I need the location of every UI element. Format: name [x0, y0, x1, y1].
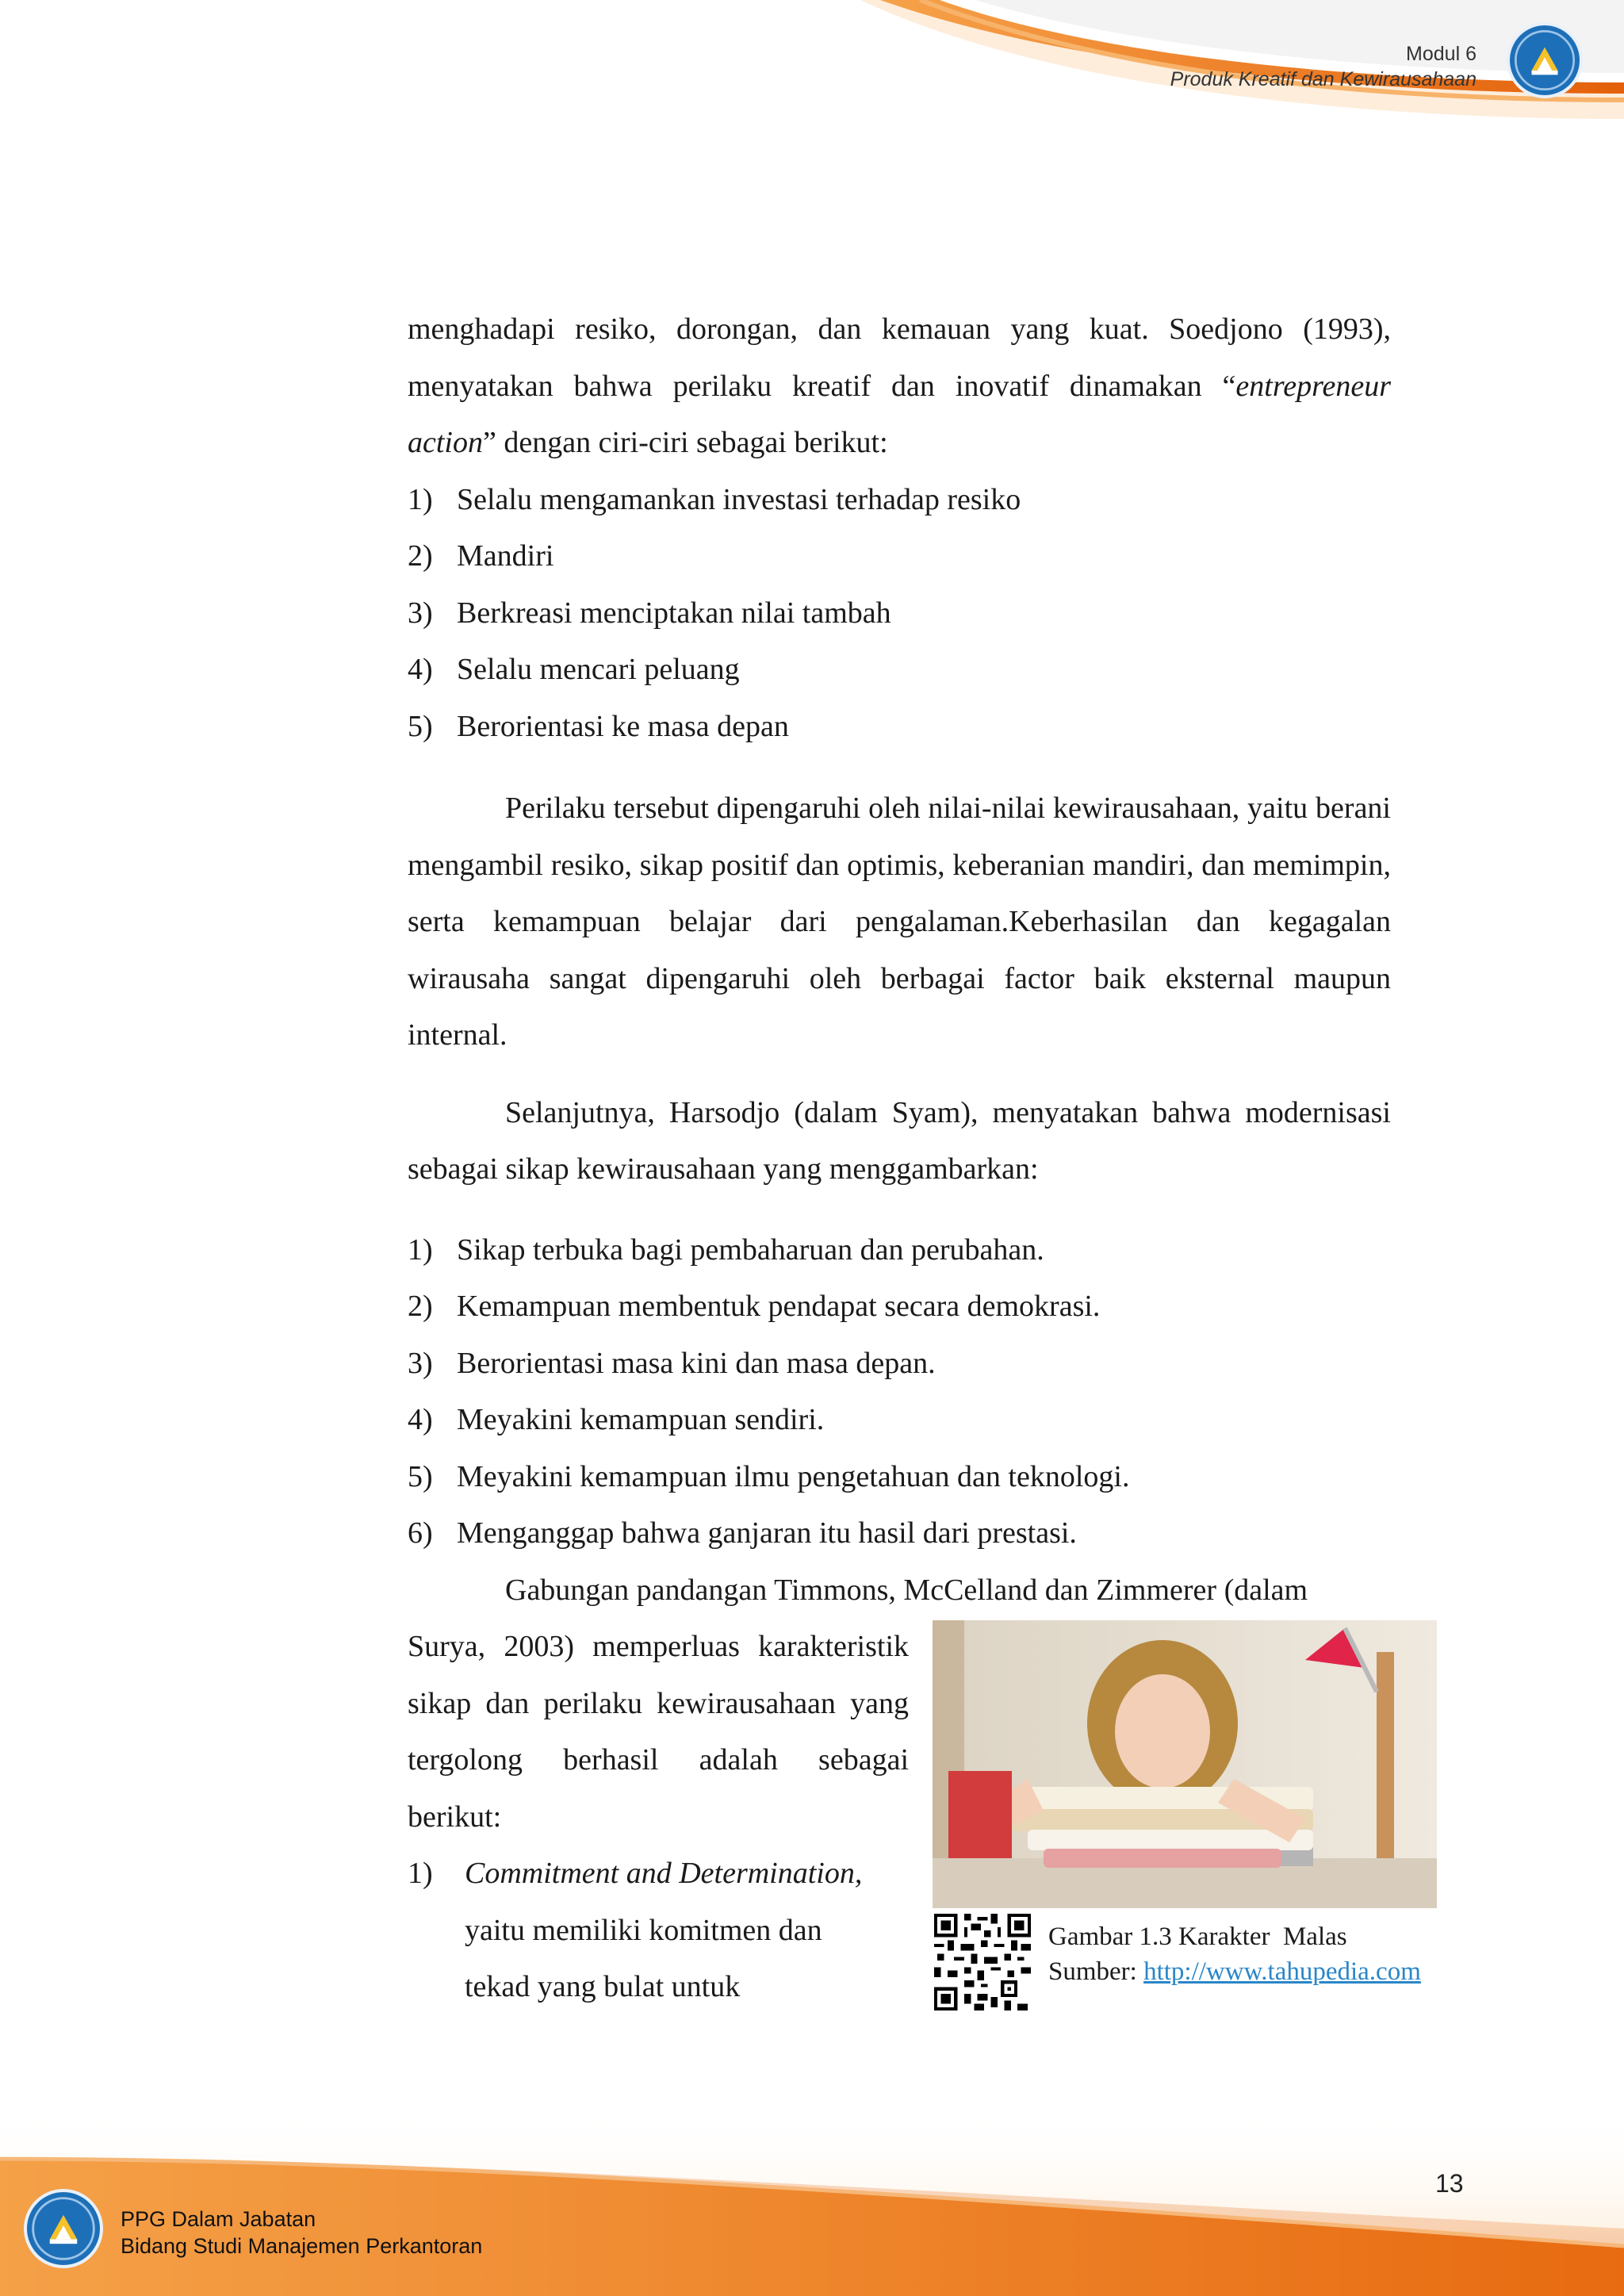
list-item: 5) Berorientasi ke masa depan: [408, 709, 789, 743]
footer-line-2: Bidang Studi Manajemen Perkantoran: [121, 2234, 483, 2258]
paragraph-gabungan-line-1: Gabungan pandangan Timmons, McCelland dan Zimmerer (dalam: [505, 1573, 1308, 1607]
list-item: 4) Selalu mencari peluang: [408, 653, 740, 686]
list-item: 4) Meyakini kemampuan sendiri.: [408, 1403, 825, 1436]
ministry-logo-icon: [1507, 22, 1583, 98]
list-item: 5) Meyakini kemampuan ilmu pengetahuan dan teknologi.: [408, 1459, 1130, 1493]
figure-source: Sumber: http://www.tahupedia.com: [1048, 1957, 1421, 1986]
list-ciri-ciri: [408, 472, 1391, 756]
list-item-commitment: 1) Commitment and Determination, yaitu memiliki komitmen dan tekad yang bulat untuk: [408, 1857, 863, 2003]
footer-wave-decoration: [0, 2110, 1624, 2296]
figure-caption: [1048, 1919, 1421, 1989]
figure-caption-title: Gambar 1.3 Karakter Malas: [1048, 1922, 1347, 1951]
paragraph-nilai-kewirausahaan: Perilaku tersebut dipengaruhi oleh nilai-nilai kewirausahaan, yaitu berani mengambil resiko, sikap positif dan optimis, keberanian mandiri, dan memimpin, serta kemampuan belajar dari pengalaman.Keberhasilan dan kegagalan wirausaha sangat dipengaruhi oleh berbagai factor baik eksternal maupun internal.: [408, 792, 1391, 1052]
figure-source-link[interactable]: http://www.tahupedia.com: [1143, 1957, 1421, 1986]
list-item: 3) Berorientasi masa kini dan masa depan.: [408, 1346, 936, 1380]
commitment-title: Commitment and Determination,: [465, 1857, 863, 1890]
page-number: 13: [1435, 2169, 1464, 2198]
list-item: 6) Menganggap bahwa ganjaran itu hasil dari prestasi.: [408, 1516, 1077, 1550]
paragraph-modernisasi: Selanjutnya, Harsodjo (dalam Syam), menyatakan bahwa modernisasi sebagai sikap kewirausahaan yang menggambarkan:: [408, 1095, 1391, 1186]
intro-line-2-text: menyatakan bahwa perilaku kreatif dan inovatif dinamakan “: [408, 369, 1236, 403]
header-title-block: [1170, 41, 1477, 92]
list-item: 3) Berkreasi menciptakan nilai tambah: [408, 596, 891, 630]
footer-ministry-logo-icon: [24, 2189, 103, 2268]
list-item: 1) Selalu mengamankan investasi terhadap resiko: [408, 482, 1021, 516]
header-module: Modul 6: [1406, 43, 1477, 65]
list-item: 1) Sikap terbuka bagi pembaharuan dan perubahan.: [408, 1232, 1044, 1267]
list-modernisasi: [408, 1222, 1391, 1562]
intro-line-2-italic: entrepreneur: [1235, 369, 1391, 403]
paragraph-gabungan-rest: Surya, 2003) memperluas karakteristik sikap dan perilaku kewirausahaan yang tergolong berhasil adalah sebagai berikut:: [408, 1630, 909, 1834]
footer-line-1: PPG Dalam Jabatan: [121, 2207, 316, 2231]
intro-line-1: menghadapi resiko, dorongan, dan kemauan yang kuat. Soedjono (1993),: [408, 312, 1391, 346]
intro-line-3-italic: action: [408, 426, 483, 459]
intro-line-2: [408, 358, 1391, 416]
list-item: 2) Mandiri: [408, 539, 554, 573]
intro-line-3-text: ” dengan ciri-ciri sebagai berikut:: [482, 426, 888, 459]
qr-code-icon: [934, 1914, 1031, 2010]
list-item: 2) Kemampuan membentuk pendapat secara demokrasi.: [408, 1290, 1101, 1323]
header-title: Produk Kreatif dan Kewirausahaan: [1170, 68, 1477, 90]
footer-text: [121, 2206, 482, 2260]
intro-line-3: [408, 415, 1391, 472]
figure-photo-lazy-girl: [933, 1620, 1437, 1908]
